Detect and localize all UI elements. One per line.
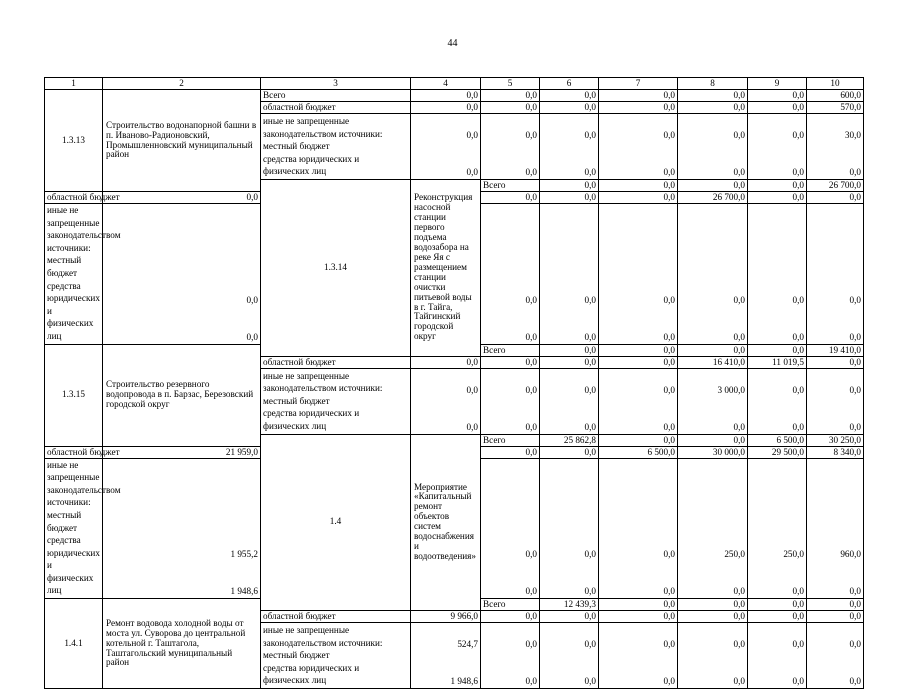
column-header: 1 (45, 78, 103, 90)
value-stack (483, 459, 537, 598)
value-cell: 0,0 (678, 90, 748, 102)
source-label-other-1: иные не запрещенные (263, 625, 350, 636)
column-header: 2 (103, 78, 261, 90)
value-cell: 0,0 (599, 599, 678, 611)
value-legal: 0,0 (525, 586, 537, 597)
value-legal: 0,0 (663, 421, 675, 432)
value-cell: 0,0 (599, 102, 678, 114)
source-label-other-2: законодательством источники: (263, 383, 383, 394)
row-code: 1.3.13 (45, 90, 103, 192)
value-local: 0,0 (584, 384, 596, 395)
value-stack (542, 623, 596, 687)
source-label-total: Всего (481, 344, 540, 356)
funding-table (44, 77, 864, 689)
value-cell: 0,0 (540, 192, 599, 204)
value-cell: 0,0 (678, 434, 748, 446)
value-cell: 0,0 (599, 90, 678, 102)
value-cell: 0,0 (599, 192, 678, 204)
source-label-legal-2: физических лиц (263, 420, 327, 431)
value-cell-stack (748, 623, 807, 689)
value-cell-stack (481, 204, 540, 345)
value-legal: 0,0 (466, 421, 478, 432)
source-label-legal-1: средства юридических и (263, 153, 360, 164)
value-cell-stack (540, 368, 599, 434)
value-legal: 0,0 (849, 586, 861, 597)
value-stack (680, 114, 745, 178)
value-local: 960,0 (840, 549, 861, 560)
row-code: 1.3.14 (261, 180, 411, 357)
value-cell: 0,0 (481, 102, 540, 114)
source-label-legal-1: средства юридических и (47, 535, 100, 571)
value-stack (413, 623, 478, 687)
value-legal: 0,0 (525, 676, 537, 687)
column-header: 10 (807, 78, 864, 90)
value-legal: 0,0 (792, 331, 804, 342)
value-local: 0,0 (733, 294, 745, 305)
value-stack (809, 114, 861, 178)
value-cell-stack (807, 623, 864, 689)
value-legal: 0,0 (733, 586, 745, 597)
value-local: 0,0 (466, 384, 478, 395)
source-label-total: Всего (481, 599, 540, 611)
column-header: 3 (261, 78, 411, 90)
value-cell: 0,0 (807, 356, 864, 368)
value-cell: 0,0 (481, 446, 540, 458)
value-cell: 0,0 (678, 344, 748, 356)
value-local: 0,0 (663, 639, 675, 650)
source-label-local: местный бюджет (263, 395, 330, 406)
value-cell: 0,0 (481, 611, 540, 623)
value-stack (601, 369, 675, 433)
source-label-other (45, 458, 121, 599)
value-stack (750, 459, 804, 598)
value-cell-stack (540, 458, 599, 599)
value-legal: 0,0 (246, 331, 258, 342)
value-cell: 12 439,3 (540, 599, 599, 611)
value-local: 0,0 (525, 549, 537, 560)
value-cell: 9 966,0 (411, 611, 481, 623)
source-label-regional: областной бюджет (261, 102, 411, 114)
value-legal: 0,0 (663, 167, 675, 178)
value-local: 0,0 (792, 384, 804, 395)
source-label-total: Всего (261, 90, 411, 102)
value-local: 0,0 (663, 384, 675, 395)
source-label-other-1: иные не запрещенные (47, 205, 100, 228)
column-header: 4 (411, 78, 481, 90)
value-cell-stack (540, 114, 599, 180)
source-label-regional: областной бюджет (45, 192, 103, 204)
value-cell: 0,0 (748, 102, 807, 114)
value-legal: 0,0 (584, 586, 596, 597)
value-stack (105, 204, 258, 343)
value-local: 0,0 (733, 639, 745, 650)
value-legal: 1 948,6 (450, 676, 478, 687)
value-legal: 0,0 (792, 586, 804, 597)
value-local: 0,0 (663, 549, 675, 560)
value-cell: 29 500,0 (748, 446, 807, 458)
value-local: 0,0 (663, 130, 675, 141)
value-cell: 0,0 (540, 611, 599, 623)
value-local: 250,0 (783, 549, 804, 560)
value-legal: 0,0 (525, 331, 537, 342)
value-cell: 0,0 (599, 344, 678, 356)
value-local: 0,0 (584, 294, 596, 305)
column-header: 8 (678, 78, 748, 90)
value-cell: 0,0 (540, 446, 599, 458)
value-cell: 0,0 (540, 356, 599, 368)
value-cell: 0,0 (807, 599, 864, 611)
value-cell: 600,0 (807, 90, 864, 102)
value-local: 0,0 (849, 294, 861, 305)
value-legal: 0,0 (733, 676, 745, 687)
row-name: Строительство резервного водопровода в п. Барзас, Березовский городской округ (103, 344, 261, 446)
value-cell-stack (678, 368, 748, 434)
value-cell: 30 250,0 (807, 434, 864, 446)
value-local: 0,0 (584, 130, 596, 141)
source-label-legal-2: физических лиц (263, 675, 327, 686)
value-legal: 0,0 (663, 331, 675, 342)
value-cell: 0,0 (748, 180, 807, 192)
value-stack (542, 204, 596, 343)
value-local: 1 955,2 (230, 549, 258, 560)
value-cell: 0,0 (411, 90, 481, 102)
source-label-regional: областной бюджет (261, 611, 411, 623)
value-cell: 19 410,0 (807, 344, 864, 356)
value-stack (750, 114, 804, 178)
value-legal: 0,0 (663, 586, 675, 597)
page-number: 44 (447, 38, 458, 49)
value-cell-stack (807, 114, 864, 180)
value-stack (601, 459, 675, 598)
source-label-other (45, 204, 121, 345)
source-label-other-1: иные не запрещенные (47, 459, 100, 483)
value-legal: 0,0 (733, 167, 745, 178)
column-header: 9 (748, 78, 807, 90)
value-cell: 0,0 (540, 344, 599, 356)
value-legal: 0,0 (584, 421, 596, 432)
value-cell-stack (678, 623, 748, 689)
value-local: 0,0 (525, 294, 537, 305)
value-local: 0,0 (525, 130, 537, 141)
value-local: 250,0 (724, 549, 745, 560)
value-legal: 0,0 (792, 167, 804, 178)
value-local: 0,0 (584, 549, 596, 560)
value-cell: 0,0 (748, 192, 807, 204)
source-label-total: Всего (481, 434, 540, 446)
value-local: 0,0 (525, 639, 537, 650)
source-label-local: местный бюджет (263, 650, 330, 661)
value-cell-stack (748, 114, 807, 180)
value-legal: 0,0 (733, 421, 745, 432)
value-stack (680, 623, 745, 687)
source-label-other (261, 114, 411, 180)
source-label-local: местный бюджет (47, 509, 82, 533)
value-cell-stack (599, 623, 678, 689)
value-cell: 0,0 (481, 356, 540, 368)
source-label-legal-1: средства юридических и (263, 662, 360, 673)
value-cell: 0,0 (678, 611, 748, 623)
value-cell-stack (481, 368, 540, 434)
value-legal: 0,0 (525, 421, 537, 432)
value-cell: 0,0 (540, 102, 599, 114)
source-label-other-2: законодательством источники: (47, 484, 121, 508)
source-label-local: местный бюджет (263, 141, 330, 152)
value-legal: 0,0 (849, 331, 861, 342)
value-legal: 0,0 (792, 676, 804, 687)
value-cell: 26 700,0 (807, 180, 864, 192)
value-local: 3 000,0 (717, 384, 745, 395)
value-cell-stack (103, 204, 261, 345)
value-cell-stack (599, 458, 678, 599)
value-cell: 8 340,0 (807, 446, 864, 458)
value-local: 0,0 (792, 639, 804, 650)
source-label-other (261, 623, 411, 689)
row-code: 1.4.1 (45, 599, 103, 689)
source-label-regional: областной бюджет (45, 446, 103, 458)
value-cell: 21 959,0 (103, 446, 261, 458)
source-label-local: местный бюджет (47, 255, 82, 278)
value-cell-stack (481, 114, 540, 180)
value-cell: 0,0 (748, 344, 807, 356)
value-cell: 0,0 (481, 192, 540, 204)
value-legal: 0,0 (525, 167, 537, 178)
source-label-legal-2: физических лиц (47, 572, 94, 596)
value-cell-stack (103, 458, 261, 599)
value-stack (601, 204, 675, 343)
value-cell: 11 019,5 (748, 356, 807, 368)
value-cell: 0,0 (748, 90, 807, 102)
value-cell: 30 000,0 (678, 446, 748, 458)
value-cell-stack (748, 458, 807, 599)
value-cell: 6 500,0 (748, 434, 807, 446)
value-cell: 0,0 (599, 434, 678, 446)
value-cell-stack (748, 204, 807, 345)
value-cell-stack (599, 368, 678, 434)
value-local: 0,0 (733, 130, 745, 141)
value-stack (413, 114, 478, 178)
value-cell-stack (481, 458, 540, 599)
value-legal: 0,0 (584, 167, 596, 178)
value-cell: 0,0 (411, 102, 481, 114)
table-row-total (45, 90, 864, 102)
value-legal: 0,0 (849, 167, 861, 178)
value-stack (601, 623, 675, 687)
value-cell-stack (807, 458, 864, 599)
value-cell: 0,0 (748, 611, 807, 623)
source-label-other-1: иные не запрещенные (263, 370, 350, 381)
source-label-other-2: законодательством источники: (263, 128, 383, 139)
value-cell-stack (807, 368, 864, 434)
value-cell-stack (411, 114, 481, 180)
value-stack (483, 369, 537, 433)
value-cell: 0,0 (748, 599, 807, 611)
value-cell: 0,0 (599, 180, 678, 192)
value-stack (601, 114, 675, 178)
value-stack (105, 459, 258, 598)
value-legal: 0,0 (584, 676, 596, 687)
value-cell: 6 500,0 (599, 446, 678, 458)
source-label-other-1: иные не запрещенные (263, 116, 350, 127)
value-cell: 0,0 (807, 192, 864, 204)
value-stack (680, 369, 745, 433)
value-local: 0,0 (663, 294, 675, 305)
value-local: 524,7 (457, 639, 478, 650)
value-legal: 0,0 (792, 421, 804, 432)
value-cell: 0,0 (678, 180, 748, 192)
value-local: 0,0 (466, 130, 478, 141)
row-code: 1.4 (261, 434, 411, 611)
value-stack (809, 623, 861, 687)
header-row (45, 78, 864, 90)
value-legal: 1 948,6 (230, 586, 258, 597)
value-stack (809, 369, 861, 433)
value-local: 0,0 (792, 130, 804, 141)
value-stack (750, 623, 804, 687)
column-header: 7 (599, 78, 678, 90)
value-local: 0,0 (584, 639, 596, 650)
value-cell-stack (599, 204, 678, 345)
value-stack (542, 459, 596, 598)
value-cell: 0,0 (411, 356, 481, 368)
value-cell: 570,0 (807, 102, 864, 114)
value-cell-stack (807, 204, 864, 345)
source-label-legal-2: физических лиц (47, 318, 94, 341)
value-local: 0,0 (849, 639, 861, 650)
value-legal: 0,0 (733, 331, 745, 342)
value-stack (809, 204, 861, 343)
value-stack (542, 369, 596, 433)
value-cell: 16 410,0 (678, 356, 748, 368)
source-label-regional: областной бюджет (261, 356, 411, 368)
source-label-legal-1: средства юридических и (47, 280, 100, 316)
source-label-other-2: законодательством источники: (263, 637, 383, 648)
value-cell-stack (599, 114, 678, 180)
value-local: 30,0 (844, 130, 861, 141)
row-name: Ремонт водовода холодной воды от моста ул. Суворова до центральной котельной г. Таштагола, Таштагольский муниципальный район (103, 599, 261, 689)
value-stack (680, 204, 745, 343)
value-stack (750, 369, 804, 433)
value-stack (750, 204, 804, 343)
value-stack (542, 114, 596, 178)
source-label-other-2: законодательством источники: (47, 230, 121, 253)
value-cell-stack (481, 623, 540, 689)
value-cell: 0,0 (481, 90, 540, 102)
value-cell-stack (540, 204, 599, 345)
column-header: 5 (481, 78, 540, 90)
value-cell: 26 700,0 (678, 192, 748, 204)
value-legal: 0,0 (849, 421, 861, 432)
value-local: 0,0 (246, 294, 258, 305)
value-cell-stack (411, 368, 481, 434)
value-cell: 0,0 (807, 611, 864, 623)
value-cell: 0,0 (540, 180, 599, 192)
value-legal: 0,0 (849, 676, 861, 687)
value-cell-stack (540, 623, 599, 689)
value-cell: 0,0 (678, 599, 748, 611)
value-cell: 0,0 (103, 192, 261, 204)
value-stack (413, 369, 478, 433)
value-cell: 0,0 (599, 356, 678, 368)
value-stack (483, 114, 537, 178)
value-local: 0,0 (792, 294, 804, 305)
value-stack (809, 459, 861, 598)
value-cell-stack (411, 623, 481, 689)
value-stack (483, 204, 537, 343)
value-stack (680, 459, 745, 598)
value-cell-stack (678, 204, 748, 345)
value-cell: 0,0 (540, 90, 599, 102)
source-label-legal-2: физических лиц (263, 166, 327, 177)
value-cell-stack (678, 114, 748, 180)
value-legal: 0,0 (466, 167, 478, 178)
value-local: 0,0 (849, 384, 861, 395)
source-label-other (261, 368, 411, 434)
row-name: Строительство водонапорной башни в п. Иваново-Радионовский, Промышленновский муниципальный район (103, 90, 261, 192)
value-cell-stack (678, 458, 748, 599)
row-name: Реконструкция насосной станции первого подъема водозабора на реке Яя с размещением станции очистки питьевой воды в г. Тайга, Тайгинский городской округ (411, 180, 481, 357)
source-label-legal-1: средства юридических и (263, 408, 360, 419)
value-local: 0,0 (525, 384, 537, 395)
row-name: Мероприятие «Капитальный ремонт объектов систем водоснабжения и водоотведения» (411, 434, 481, 611)
source-label-total: Всего (481, 180, 540, 192)
value-cell-stack (748, 368, 807, 434)
value-cell: 0,0 (678, 102, 748, 114)
value-legal: 0,0 (663, 676, 675, 687)
value-cell: 25 862,8 (540, 434, 599, 446)
value-legal: 0,0 (584, 331, 596, 342)
row-code: 1.3.15 (45, 344, 103, 446)
value-stack (483, 623, 537, 687)
value-cell: 0,0 (599, 611, 678, 623)
column-header: 6 (540, 78, 599, 90)
